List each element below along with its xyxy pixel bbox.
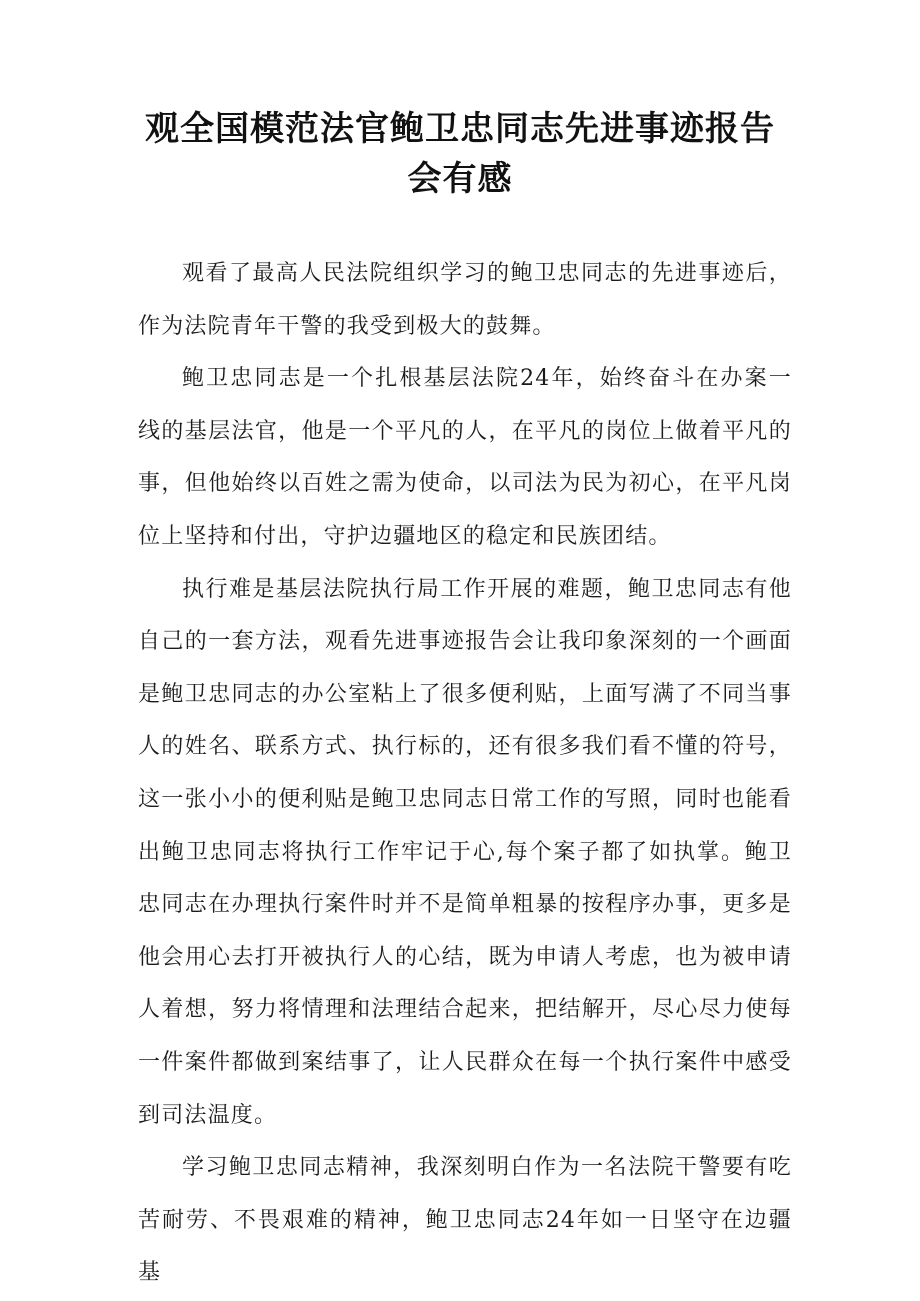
paragraph-1: 观看了最高人民法院组织学习的鲍卫忠同志的先进事迹后，作为法院青年干警的我受到极大的鼓舞。 [138,261,792,339]
document-body [138,248,792,1300]
document-title-line-2: 会有感 [407,159,513,199]
document-title-line-1: 观全国模范法官鲍卫忠同志先进事迹报告 [145,109,775,149]
paragraph-2: 鲍卫忠同志是一个扎根基层法院24年，始终奋斗在办案一线的基层法官，他是一个平凡的人，在平凡的岗位上做着平凡的事，但他始终以百姓之需为使命，以司法为民为初心，在平凡岗位上坚持和付出，守护边疆地区的稳定和民族团结。 [138,366,792,549]
paragraph-4: 学习鲍卫忠同志精神，我深刻明白作为一名法院干警要有吃苦耐劳、不畏艰难的精神，鲍卫忠同志24年如一日坚守在边疆基 [138,1155,792,1286]
paragraph-3: 执行难是基层法院执行局工作开展的难题，鲍卫忠同志有他自己的一套方法，观看先进事迹报告会让我印象深刻的一个画面是鲍卫忠同志的办公室粘上了很多便利贴，上面写满了不同当事人的姓名、联系方式、执行标的，还有很多我们看不懂的符号，这一张小小的便利贴是鲍卫忠同志日常工作的写照，同时也能看出鲍卫忠同志将执行工作牢记于心,每个案子都了如执掌。鲍卫忠同志在办理执行案件时并不是简单粗暴的按程序办事，更多是他会用心去打开被执行人的心结，既为申请人考虑，也为被申请人着想，努力将情理和法理结合起来，把结解开，尽心尽力使每一件案件都做到案结事了，让人民群众在每一个执行案件中感受到司法温度。 [138,576,792,1128]
